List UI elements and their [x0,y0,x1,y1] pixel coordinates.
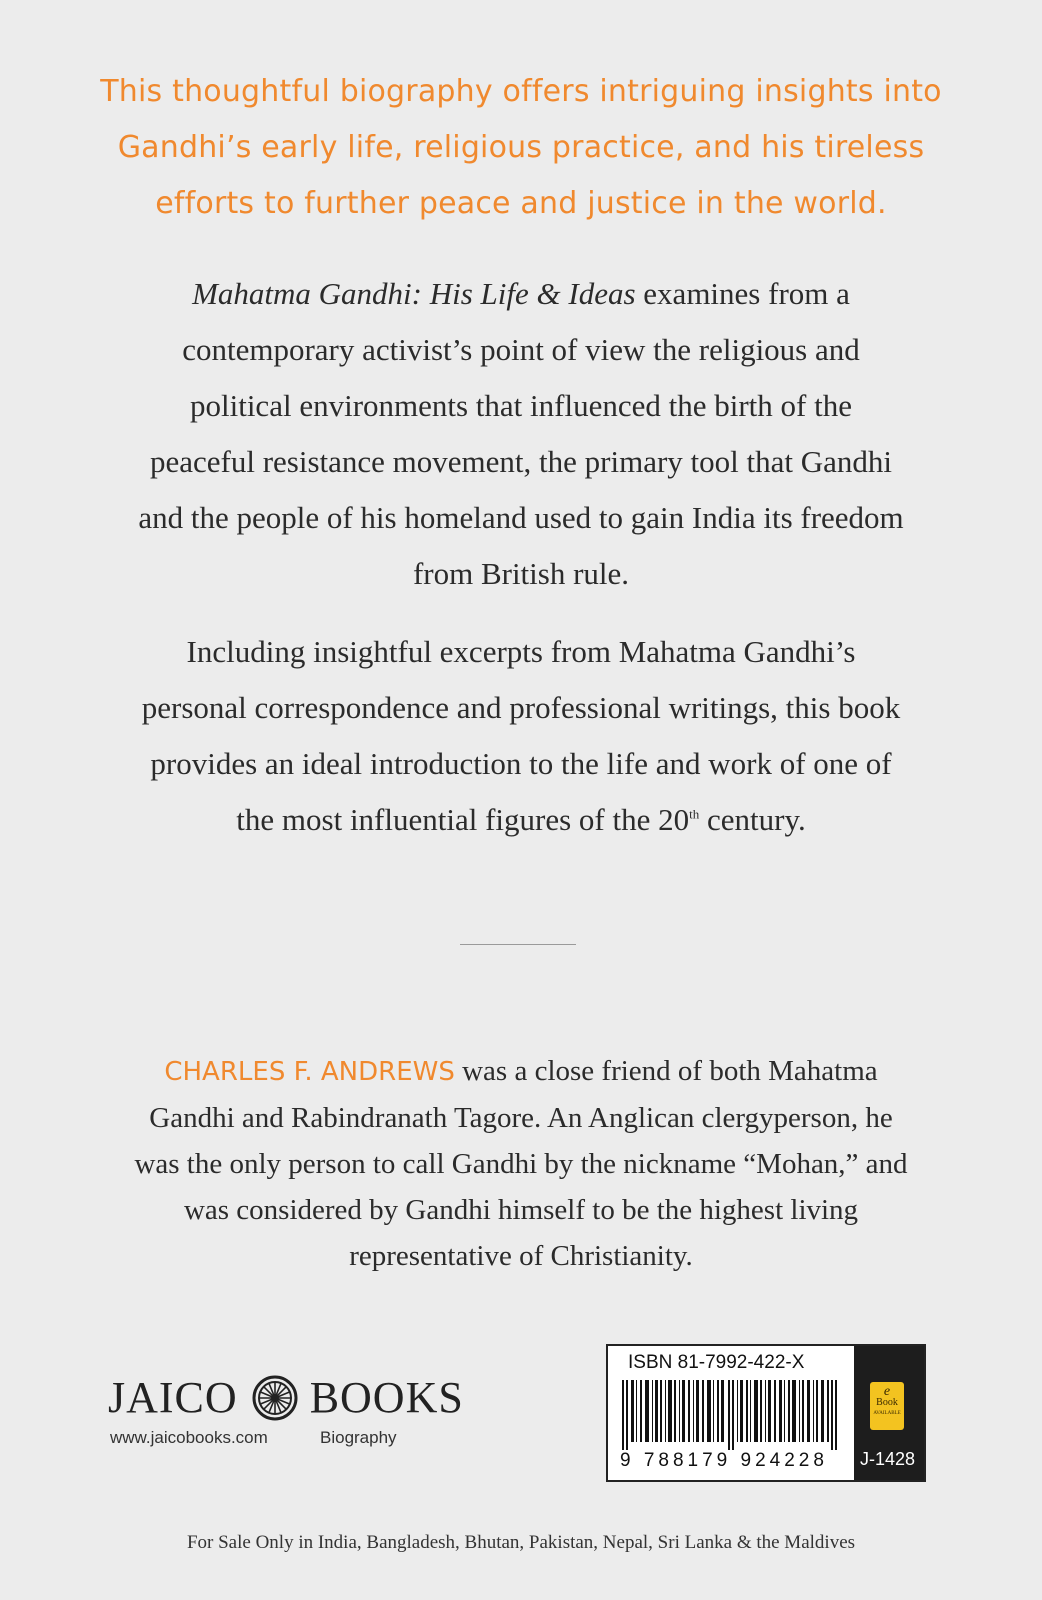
description-line: political environments that influenced the birth of the [189,388,852,423]
book-title: Mahatma Gandhi: His Life & Ideas [192,276,636,311]
tagline-line: This thoughtful biography offers intriguing insights into [100,74,942,109]
description-line: contemporary activist’s point of view the religious and [182,332,860,367]
description-line: provides an ideal introduction to the life and work of one of [150,746,892,781]
description-text: examines from a [643,276,850,311]
isbn-barcode [606,1344,926,1482]
superscript: th [689,806,700,822]
description-line: Including insightful excerpts from Mahatma Gandhi’s [186,634,856,669]
chakra-wheel-icon [252,1375,298,1421]
barcode-side-panel [854,1346,924,1480]
tagline-line: efforts to further peace and justice in the world. [155,186,887,221]
bio-line [110,1048,932,1095]
description-line: from British rule. [412,556,630,591]
publisher-name-left: JAICO [108,1373,238,1422]
bio-line: was considered by Gandhi himself to be the highest living [183,1194,859,1226]
description-line: and the people of his homeland used to gain India its freedom [138,500,904,535]
bio-line: was the only person to call Gandhi by the nickname “Mohan,” and [134,1148,908,1180]
sale-territory-notice: For Sale Only in India, Bangladesh, Bhutan, Pakistan, Nepal, Sri Lanka & the Maldives [186,1532,856,1553]
ebook-icon-text: e [883,1384,891,1399]
isbn-label: ISBN 81-7992-422-X [628,1352,805,1373]
bio-line: Gandhi and Rabindranath Tagore. An Anglican clergyperson, he [149,1102,893,1134]
description-text: century. [699,802,806,837]
tagline [100,64,942,232]
description-line [100,792,942,848]
description-line: personal correspondence and professional writings, this book [141,690,901,725]
description-paragraph-2 [100,624,942,848]
tagline-line: Gandhi’s early life, religious practice, and his tireless [117,130,925,165]
publisher-website: www.jaicobooks.com [110,1428,268,1447]
catalog-code: J-1428 [860,1449,916,1469]
bio-line: representative of Christianity. [349,1240,693,1272]
book-category: Biography [320,1428,397,1447]
ebook-icon-text: Book [876,1397,898,1408]
description-line [100,266,942,322]
description-line: peaceful resistance movement, the primary tool that Gandhi [149,444,893,479]
publisher-logo [108,1372,464,1423]
ebook-available-icon [870,1382,904,1430]
divider [460,944,576,945]
ebook-icon-text: AVAILABLE [873,1411,901,1416]
barcode-bars [622,1380,852,1450]
description-paragraph-1 [100,266,942,602]
publisher-name-right: BOOKS [309,1373,464,1422]
bio-text: was a close friend of both Mahatma [462,1055,878,1087]
description-text: the most influential figures of the 20 [236,802,690,837]
author-name: CHARLES F. ANDREWS [164,1057,455,1087]
barcode-number: 9 788179 924228 [620,1450,828,1471]
author-bio [110,1048,932,1279]
